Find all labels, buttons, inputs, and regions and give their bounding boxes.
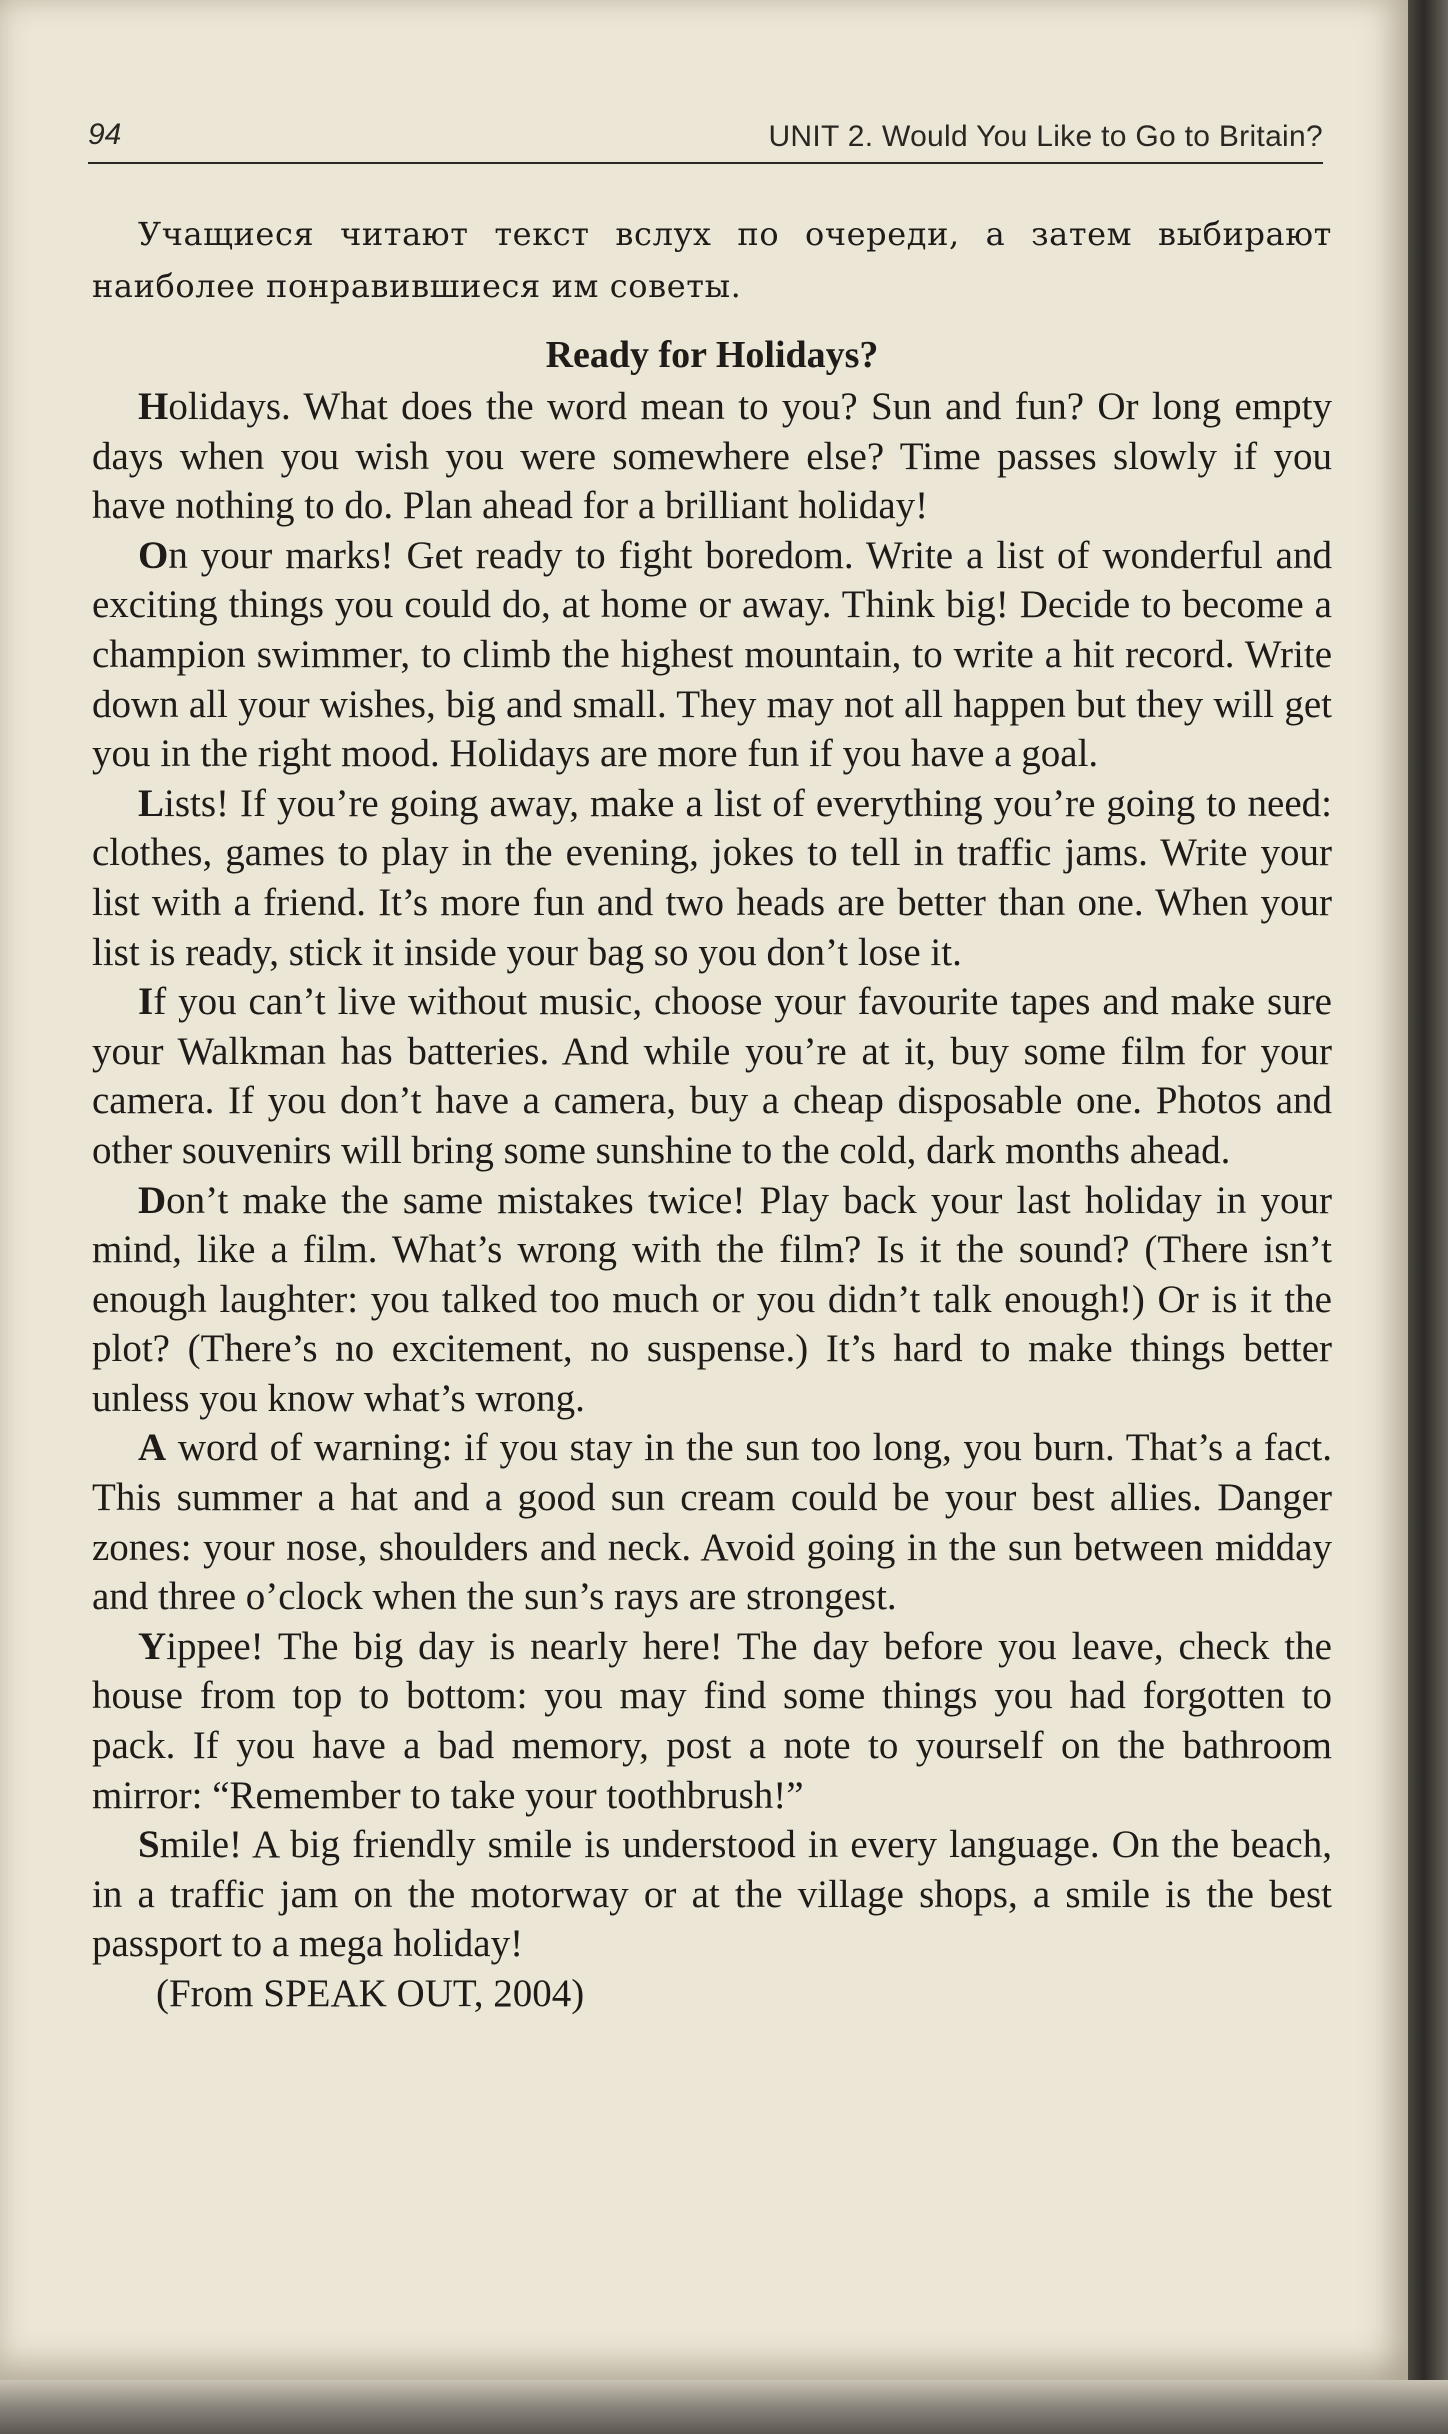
paragraph-initial: Y <box>138 1624 167 1668</box>
paragraph-text: ists! If you’re going away, make a list of everything you’re going to need: clothes, games to play in the evening, jokes to tell in traffic jams. Write your list with a friend. It’s more fun and two heads are better than one. When your list is ready, stick it inside your bag so you don’t lose it. <box>92 781 1332 974</box>
page-content <box>92 208 1332 2019</box>
paragraph <box>92 1622 1332 1820</box>
paragraph <box>92 1176 1332 1424</box>
paragraph <box>92 1423 1332 1621</box>
paragraph-initial: A <box>138 1426 167 1470</box>
instruction-text: Учащиеся читают текст вслух по очереди, а затем выбирают наиболее понравившиеся им советы. <box>92 215 1332 305</box>
paragraph-text: word of warning: if you stay in the sun too long, you burn. That’s a fact. This summer a hat and a good sun cream could be your best allies. Danger zones: your nose, shoulders and neck. Avoid going in the sun between midday and three o’clock when the sun’s rays are strongest. <box>92 1426 1332 1619</box>
paragraph-initial: I <box>138 980 154 1024</box>
paragraph <box>92 977 1332 1175</box>
paragraph-initial: D <box>138 1178 167 1222</box>
paragraph-text: olidays. What does the word mean to you? Sun and fun? Or long empty days when you wish you were somewhere else? Time passes slowly if you have nothing to do. Plan ahead for a brilliant holiday! <box>92 385 1332 528</box>
source-citation: (From SPEAK OUT, 2004) <box>156 1972 585 2015</box>
paragraph-initial: O <box>138 533 169 577</box>
scan-bottom-edge <box>0 2380 1448 2434</box>
paragraph-initial: S <box>138 1823 160 1867</box>
paragraph-initial: L <box>138 781 165 825</box>
paragraph-text: mile! A big friendly smile is understood in every language. On the beach, in a traffic jam on the motorway or at the village shops, a smile is the best passport to a mega holiday! <box>92 1823 1332 1966</box>
running-head: UNIT 2. Would You Like to Go to Britain? <box>768 120 1323 153</box>
paragraph-text: n your marks! Get ready to fight boredom. Write a list of wonderful and exciting things you could do, at home or away. Think big! Decide to become a champion swimmer, to climb the highest mountain, to write a hit record. Write down all your wishes, big and small. They may not all happen but they will get you in the right mood. Holidays are more fun if you have a goal. <box>92 533 1332 776</box>
book-spine-edge <box>1408 0 1448 2434</box>
paragraph <box>92 1820 1332 1969</box>
paragraph-text: ippee! The big day is nearly here! The day before you leave, check the house from top to bottom: you may find some things you had forgotten to pack. If you have a bad memory, post a note to yourself on the bathroom mirror: “Remember to take your toothbrush!” <box>92 1624 1332 1817</box>
paragraph <box>92 779 1332 977</box>
page-header <box>88 112 1323 164</box>
article-title: Ready for Holidays? <box>545 334 879 376</box>
paragraph-text: f you can’t live without music, choose your favourite tapes and make sure your Walkman has batteries. And while you’re at it, buy some film for your camera. If you don’t have a camera, buy a cheap disposable one. Photos and other souvenirs will bring some sunshine to the cold, dark months ahead. <box>92 980 1332 1172</box>
paragraph <box>92 382 1332 531</box>
paragraph-text: on’t make the same mistakes twice! Play back your last holiday in your mind, like a film. What’s wrong with the film? Is it the sound? (There isn’t enough laughter: you talked too much or you didn’t talk enough!) Or is it the plot? (There’s no excitement, no suspense.) It’s hard to make things better unless you know what’s wrong. <box>92 1178 1332 1420</box>
paragraph <box>92 531 1332 779</box>
paragraph-initial: H <box>138 385 169 428</box>
page-number: 94 <box>88 118 122 151</box>
